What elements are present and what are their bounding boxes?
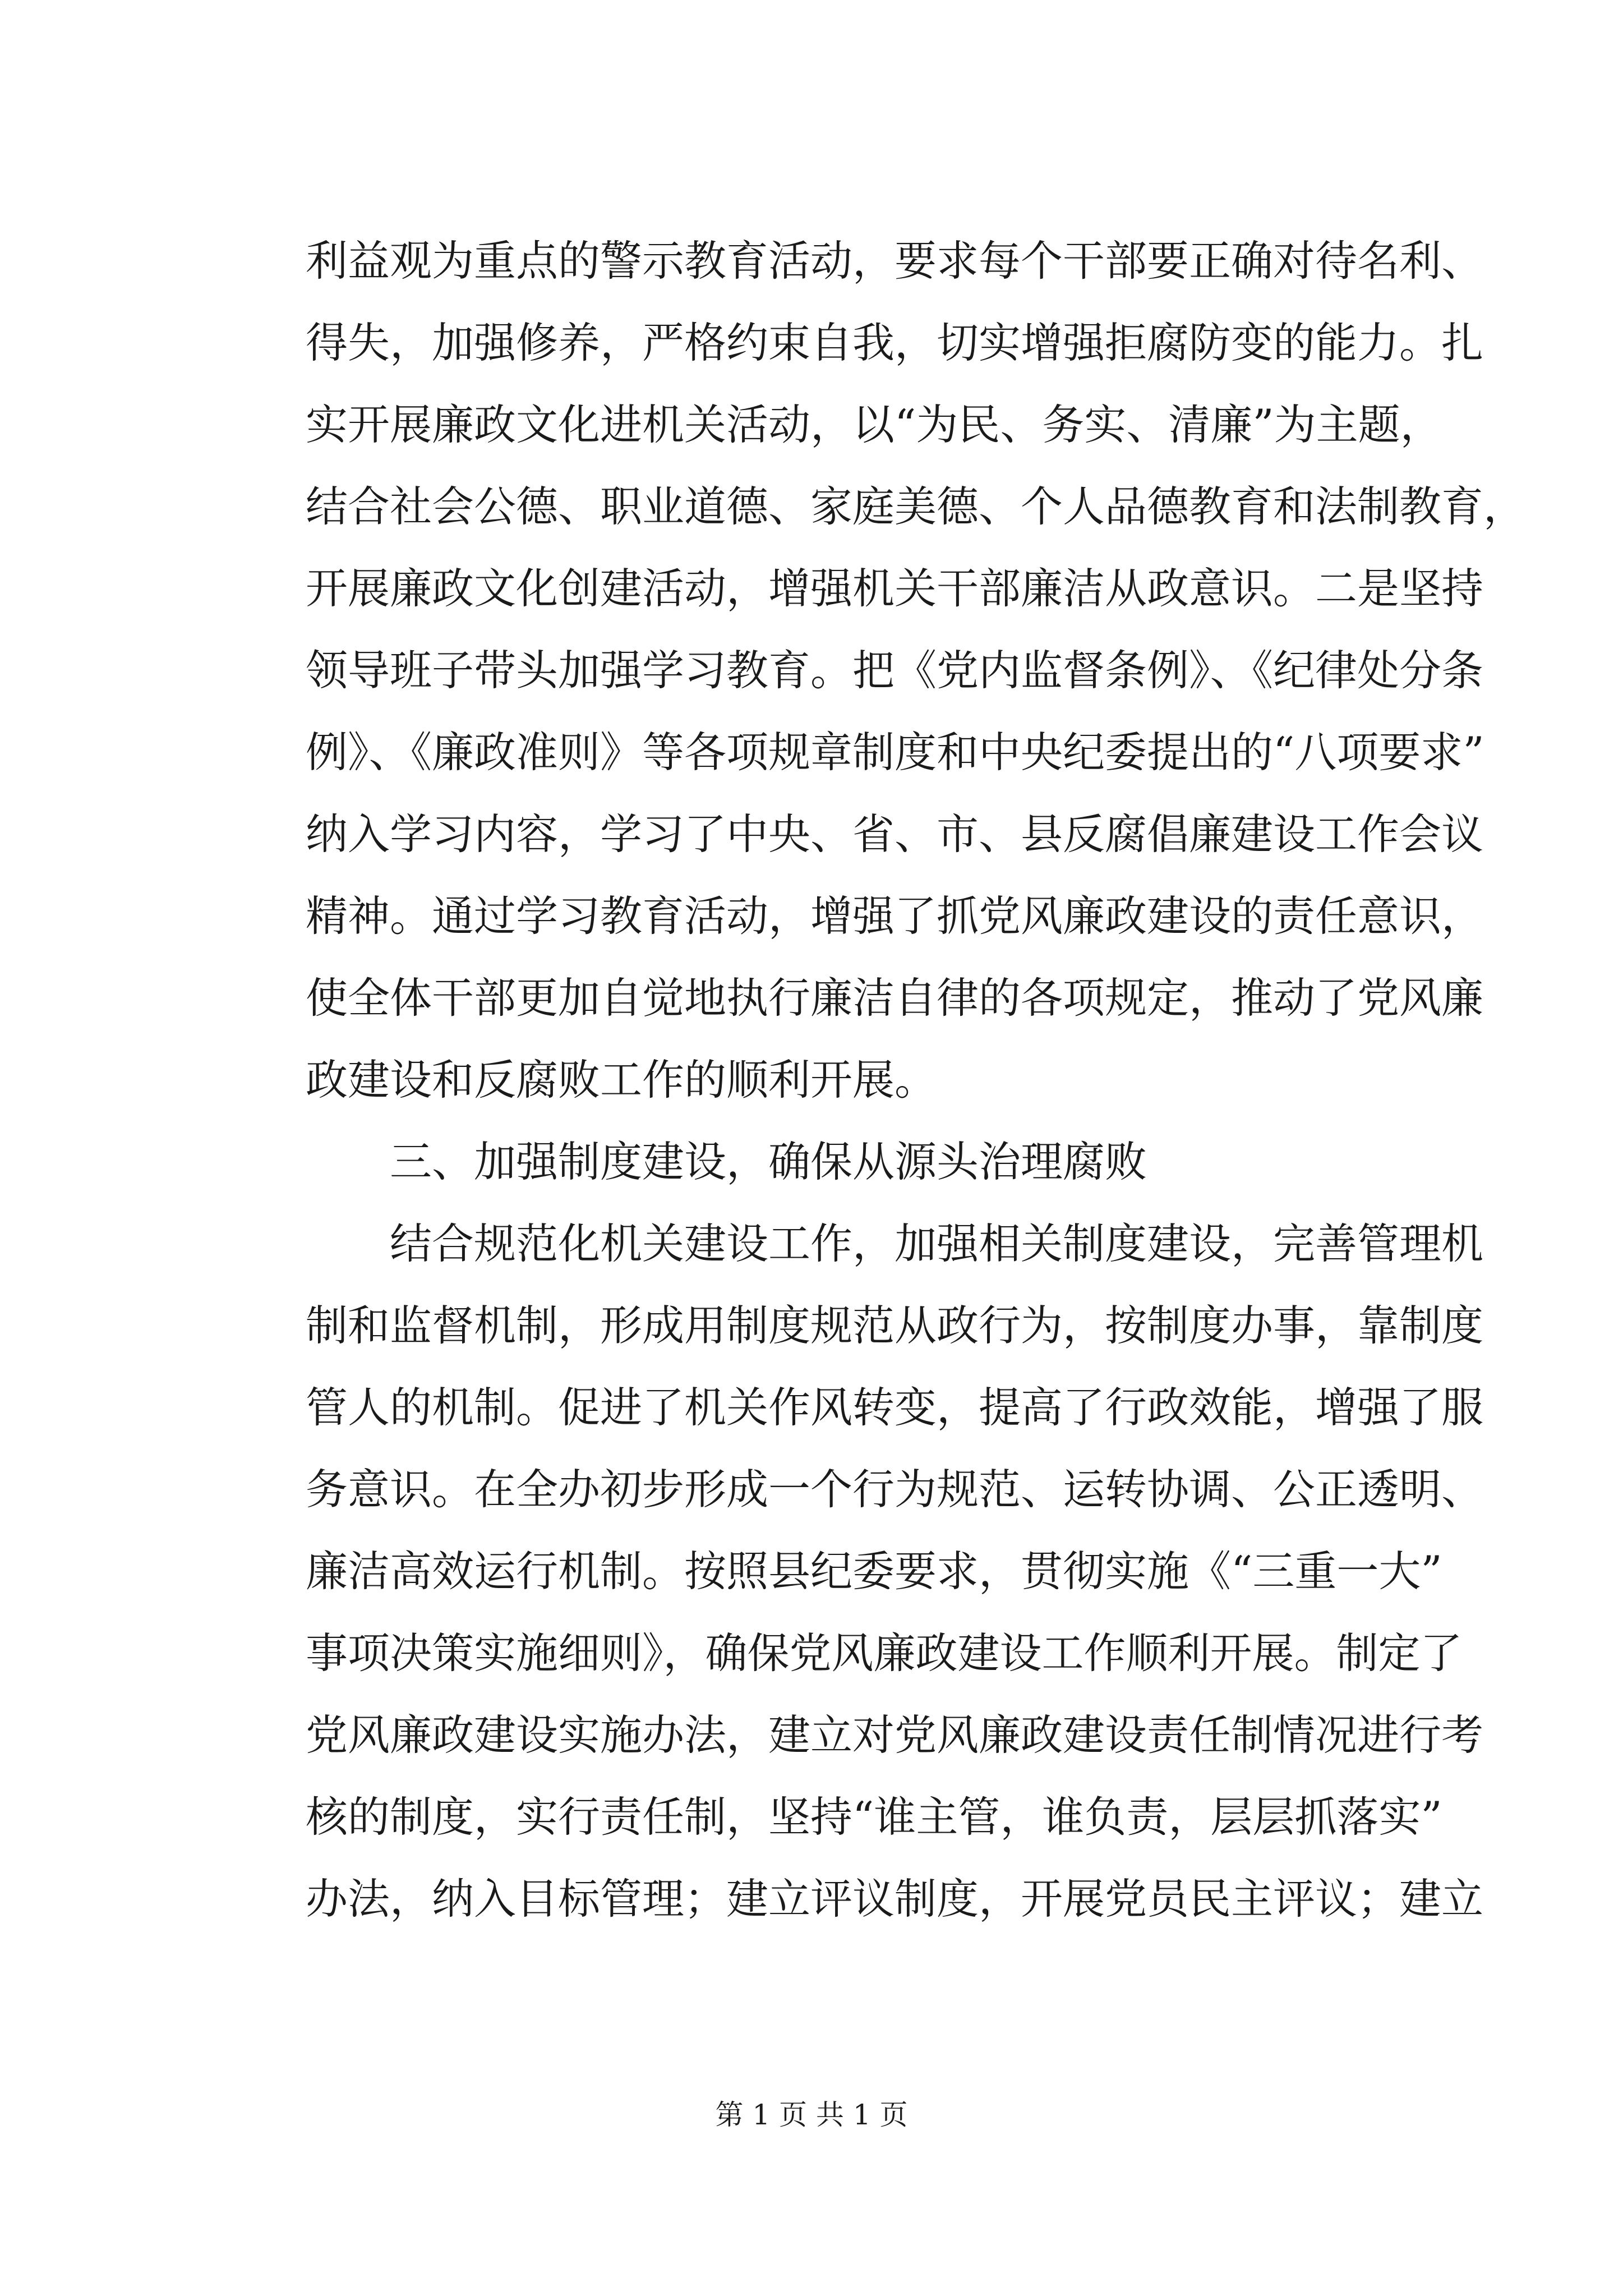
paragraph-line: 核的制度，实行责任制，坚持“谁主管，谁负责，层层抓落实” xyxy=(306,1792,1442,1842)
paragraph-line: 党风廉政建设实施办法，建立对党风廉政建设责任制情况进行考 xyxy=(306,1710,1484,1760)
paragraph-line: 开展廉政文化创建活动，增强机关干部廉洁从政意识。二是坚持 xyxy=(306,564,1484,613)
paragraph-line: 制和监督机制，形成用制度规范从政行为，按制度办事，靠制度 xyxy=(306,1301,1484,1350)
paragraph-line: 结合社会公德、职业道德、家庭美德、个人品德教育和法制教育， xyxy=(306,482,1526,531)
paragraph-line: 领导班子带头加强学习教育。把《党内监督条例》、《纪律处分条 xyxy=(306,646,1484,695)
paragraph-line: 实开展廉政文化进机关活动，以“为民、务实、清廉”为主题， xyxy=(306,400,1442,449)
paragraph-line: 事项决策实施细则》，确保党风廉政建设工作顺利开展。制定了 xyxy=(306,1628,1463,1678)
paragraph-line: 结合规范化机关建设工作，加强相关制度建设，完善管理机 xyxy=(390,1219,1484,1268)
paragraph-line: 办法，纳入目标管理；建立评议制度，开展党员民主评议；建立 xyxy=(306,1874,1484,1924)
paragraph-line: 使全体干部更加自觉地执行廉洁自律的各项规定，推动了党风廉 xyxy=(306,973,1484,1023)
body-text xyxy=(306,220,1526,1940)
paragraph-line: 管人的机制。促进了机关作风转变，提高了行政效能，增强了服 xyxy=(306,1383,1484,1432)
paragraph-line: 政建设和反腐败工作的顺利开展。 xyxy=(306,1055,937,1105)
paragraph-line: 得失，加强修养，严格约束自我，切实增强拒腐防变的能力。扎 xyxy=(306,318,1484,367)
paragraph-line: 精神。通过学习教育活动，增强了抓党风廉政建设的责任意识， xyxy=(306,891,1484,941)
section-heading: 三、加强制度建设，确保从源头治理腐败 xyxy=(390,1137,1147,1186)
paragraph-line: 务意识。在全办初步形成一个行为规范、运转协调、公正透明、 xyxy=(306,1465,1484,1514)
paragraph-line: 例》、《廉政准则》等各项规章制度和中央纪委提出的“八项要求” xyxy=(306,728,1484,777)
paragraph-line: 廉洁高效运行机制。按照县纪委要求，贯彻实施《“三重一大” xyxy=(306,1547,1442,1596)
paragraph-line: 利益观为重点的警示教育活动，要求每个干部要正确对待名利、 xyxy=(306,236,1484,286)
page-number-footer: 第 1 页 共 1 页 xyxy=(715,2099,908,2131)
paragraph-line: 纳入学习内容，学习了中央、省、市、县反腐倡廉建设工作会议 xyxy=(306,809,1484,859)
